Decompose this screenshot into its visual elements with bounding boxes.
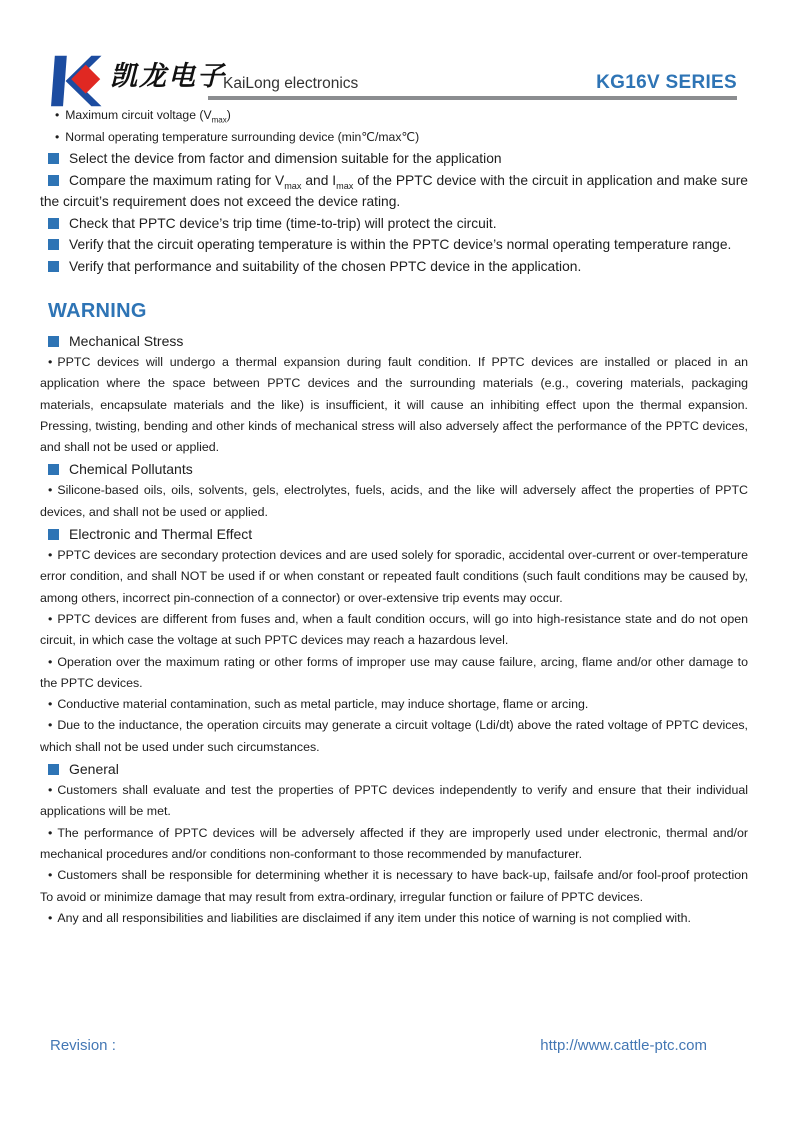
square-bullet-icon	[48, 175, 59, 186]
dot-bullet-icon: •	[48, 718, 53, 733]
checklist-item	[40, 170, 748, 213]
document-body	[40, 104, 748, 929]
warning-paragraph	[40, 715, 748, 758]
section-heading	[40, 458, 748, 480]
checklist-item-text: Verify that the circuit operating temperature is within the PPTC device’s normal operating temperature range.	[69, 237, 732, 252]
dot-bullet-icon: •	[48, 355, 53, 369]
warning-paragraph	[40, 823, 748, 866]
paragraph-text: Customers shall be responsible for determining whether it is necessary to have back-up, failsafe and/or fool-proof protection To avoid or minimize damage that may result from extra-ordinary, irregular function or failure of PPTC devices.	[40, 868, 748, 904]
intro-bullet-list	[40, 104, 748, 148]
checklist-item	[40, 256, 748, 278]
kailong-logo-icon	[46, 54, 104, 108]
dot-bullet-icon: •	[48, 825, 53, 840]
dot-bullet-icon: •	[48, 611, 53, 626]
intro-bullet-text: Normal operating temperature surrounding device (min℃/max℃)	[65, 130, 420, 144]
section-heading	[40, 330, 748, 352]
warning-paragraph	[40, 908, 748, 929]
warning-paragraph	[40, 652, 748, 695]
warning-paragraph	[40, 694, 748, 715]
square-bullet-icon	[48, 261, 59, 272]
section-heading-text: General	[69, 761, 119, 778]
dot-bullet-icon: •	[55, 130, 60, 144]
subscript-text: max	[336, 180, 354, 191]
intro-bullet-item	[40, 126, 748, 148]
warning-paragraph	[40, 545, 748, 609]
dot-bullet-icon: •	[48, 654, 53, 669]
dot-bullet-icon: •	[48, 868, 53, 883]
checklist-item	[40, 213, 748, 235]
warning-paragraph	[40, 352, 748, 458]
dot-bullet-icon: •	[48, 697, 53, 712]
checklist-item-text: Verify that performance and suitability of the chosen PPTC device in the application.	[69, 258, 582, 274]
warning-paragraph	[40, 609, 748, 652]
section-heading-text: Mechanical Stress	[69, 333, 184, 349]
checklist-item-text: Check that PPTC device’s trip time (time-to-trip) will protect the circuit.	[69, 215, 497, 231]
dot-bullet-icon: •	[48, 910, 53, 925]
paragraph-text: PPTC devices are secondary protection devices and are used solely for sporadic, accidental over-current or over-temperature error condition, and shall NOT be used if or when constant or repeated fault conditions (such fault conditions may be caused by, among others, incorrect pin-connection of a connector) or over-extensive trip events may occur.	[40, 548, 748, 605]
subscript-text: max	[284, 180, 302, 191]
paragraph-text: Due to the inductance, the operation circuits may generate a circuit voltage (Ldi/dt) above the rated voltage of PPTC devices, which shall not be used under such circumstances.	[40, 718, 748, 754]
subscript-text: max	[211, 115, 227, 125]
warning-paragraph	[40, 480, 748, 523]
paragraph-text: Customers shall evaluate and test the properties of PPTC devices independently to verify and ensure that their individual applications will be met.	[40, 783, 748, 819]
checklist-item-text: Compare the maximum rating for $V_{max}$ and $I_{max}$ of the PPTC device with the circuit in application and make sure the circuit’s requirement does not exceed the device rating.	[40, 172, 748, 209]
website-link[interactable]: http://www.cattle-ptc.com	[540, 1037, 707, 1054]
section-heading	[40, 758, 748, 780]
checklist-item	[40, 234, 748, 256]
warning-heading: WARNING	[48, 300, 147, 322]
dot-bullet-icon: •	[48, 483, 53, 498]
dot-bullet-icon: •	[55, 108, 60, 122]
checklist-item	[40, 148, 748, 170]
dot-bullet-icon: •	[48, 548, 53, 563]
brand-name-chinese: 凯龙电子	[110, 61, 226, 92]
square-bullet-icon	[48, 239, 59, 250]
paragraph-text: Silicone-based oils, oils, solvents, gels, electrolytes, fuels, acids, and the like will adversely affect the properties of PPTC devices, and shall not be used or applied.	[40, 483, 748, 519]
section-heading-text: Chemical Pollutants	[69, 461, 193, 478]
intro-bullet-text: Maximum circuit voltage $(V_{max})$	[65, 108, 231, 125]
paragraph-text: Any and all responsibilities and liabilities are disclaimed if any item under this notice of warning is not complied with.	[57, 910, 691, 925]
square-bullet-icon	[48, 153, 59, 164]
square-bullet-icon	[48, 464, 59, 475]
section-heading-text: Electronic and Thermal Effect	[69, 526, 253, 543]
section-heading	[40, 523, 748, 545]
square-bullet-icon	[48, 764, 59, 775]
warning-paragraph	[40, 865, 748, 908]
dot-bullet-icon: •	[48, 783, 53, 798]
warning-paragraph	[40, 780, 748, 823]
revision-label: Revision :	[50, 1037, 116, 1054]
checklist-item-text: Select the device from factor and dimension suitable for the application	[69, 151, 502, 166]
square-bullet-icon	[48, 529, 59, 540]
paragraph-text: Conductive material contamination, such as metal particle, may induce shortage, flame or arcing.	[57, 697, 589, 712]
paragraph-text: The performance of PPTC devices will be adversely affected if they are improperly used under electronic, thermal and/or mechanical procedures and/or conditions non-conformant to those recommended by manufacturer.	[40, 825, 748, 861]
paragraph-text: PPTC devices are different from fuses and, when a fault condition occurs, will go into high-resistance state and do not open circuit, in which case the voltage at such PPTC devices may reach a hazardous level.	[40, 611, 748, 648]
brand-name-english: KaiLong electronics	[223, 75, 359, 92]
header-divider	[208, 96, 737, 100]
paragraph-text: PPTC devices will undergo a thermal expansion during fault condition. If PPTC devices are installed or placed in an application where the space between PPTC devices and the surrounding materials (e.g., covering materials, packaging materials, encapsulate materials and the like) is insufficient, it will cause an inhibiting effect upon the thermal expansion. Pressing, twisting, bending and other kinds of mechanical stress will also adversely affect the performance of the PPTC devices, and shall not be used or applied.	[40, 355, 748, 455]
square-bullet-icon	[48, 336, 59, 347]
warning-sections	[40, 330, 748, 929]
paragraph-text: Operation over the maximum rating or other forms of improper use may cause failure, arcing, flame and/or other damage to the PPTC devices.	[40, 654, 748, 690]
intro-bullet-item	[40, 104, 748, 126]
selection-checklist	[40, 148, 748, 277]
square-bullet-icon	[48, 218, 59, 229]
series-title: KG16V SERIES	[596, 72, 737, 93]
